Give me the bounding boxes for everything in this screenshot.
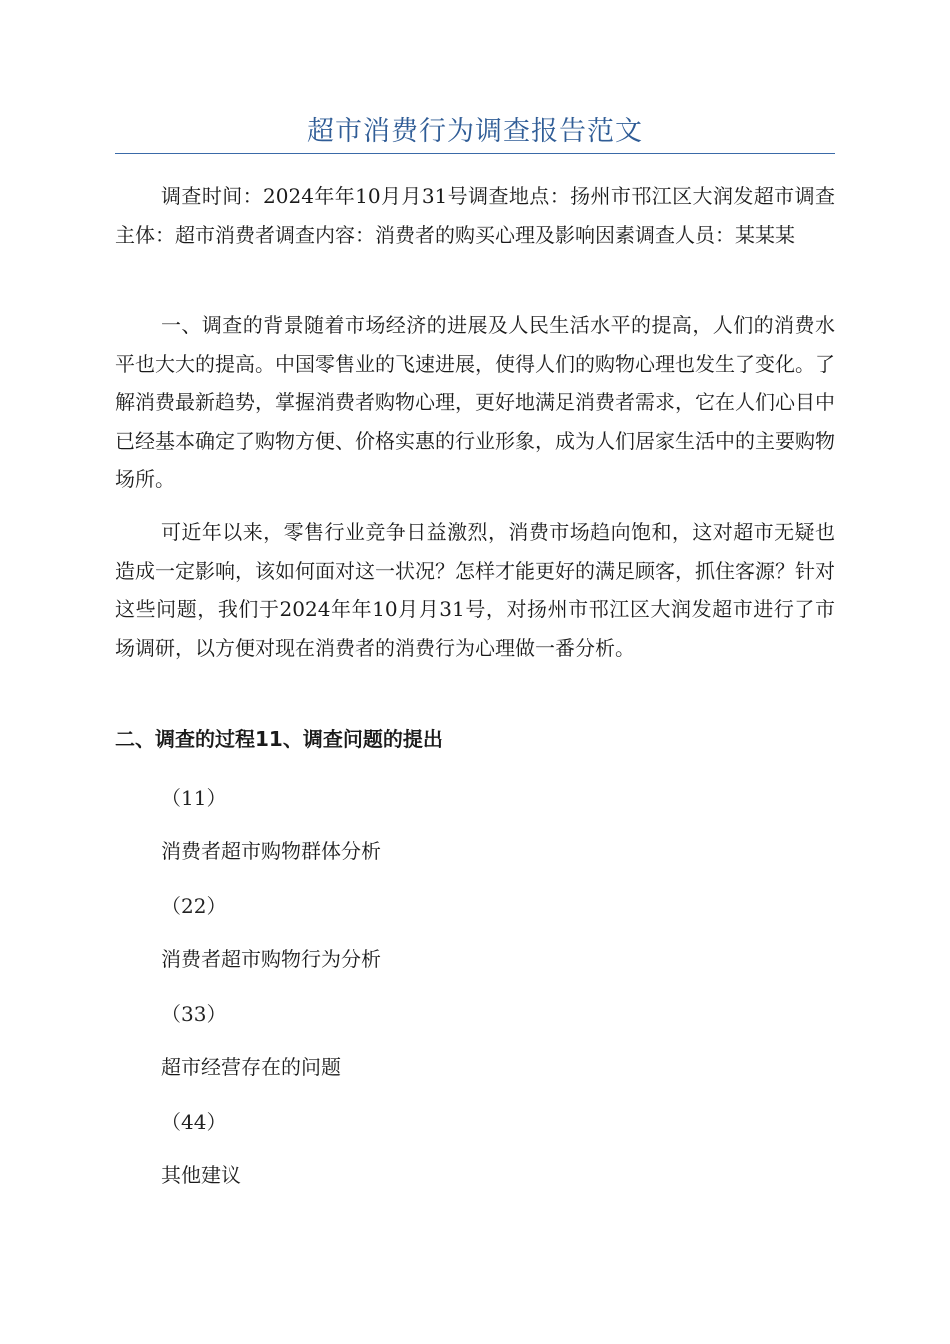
list-item: 消费者超市购物行为分析: [161, 947, 381, 971]
title-underline: [115, 153, 835, 154]
list-item: 消费者超市购物群体分析: [161, 839, 381, 863]
paragraph-survey-info: 调查时间：2024年年10月月31号调查地点：扬州市邗江区大润发超市调查主体：超市消费者调查内容：消费者的购买心理及影响因素调查人员：某某某: [115, 184, 835, 247]
section-heading: 二、调查的过程11、调查问题的提出: [115, 727, 443, 751]
paragraph-background: 一、调查的背景随着市场经济的进展及人民生活水平的提高，人们的消费水平也大大的提高。中国零售业的飞速进展，使得人们的购物心理也发生了变化。了解消费最新趋势，掌握消费者购物心理，更好地满足消费者需求，它在人们心目中已经基本确定了购物方便、价格实惠的行业形象，成为人们居家生活中的主要购物场所。: [115, 313, 835, 491]
list-item-number: （22）: [161, 894, 227, 918]
list-item: 超市经营存在的问题: [161, 1055, 341, 1079]
document-title: 超市消费行为调查报告范文: [307, 116, 643, 147]
list-item-number: （33）: [161, 1002, 227, 1026]
list-item-number: （44）: [161, 1110, 227, 1134]
paragraph-motivation: 可近年以来，零售行业竞争日益激烈，消费市场趋向饱和，这对超市无疑也造成一定影响，该如何面对这一状况？怎样才能更好的满足顾客，抓住客源？针对这些问题，我们于2024年年10月月31号，对扬州市邗江区大润发超市进行了市场调研，以方便对现在消费者的消费行为心理做一番分析。: [115, 520, 835, 660]
list-item: 其他建议: [161, 1163, 241, 1187]
list-item-number: （11）: [161, 786, 227, 810]
